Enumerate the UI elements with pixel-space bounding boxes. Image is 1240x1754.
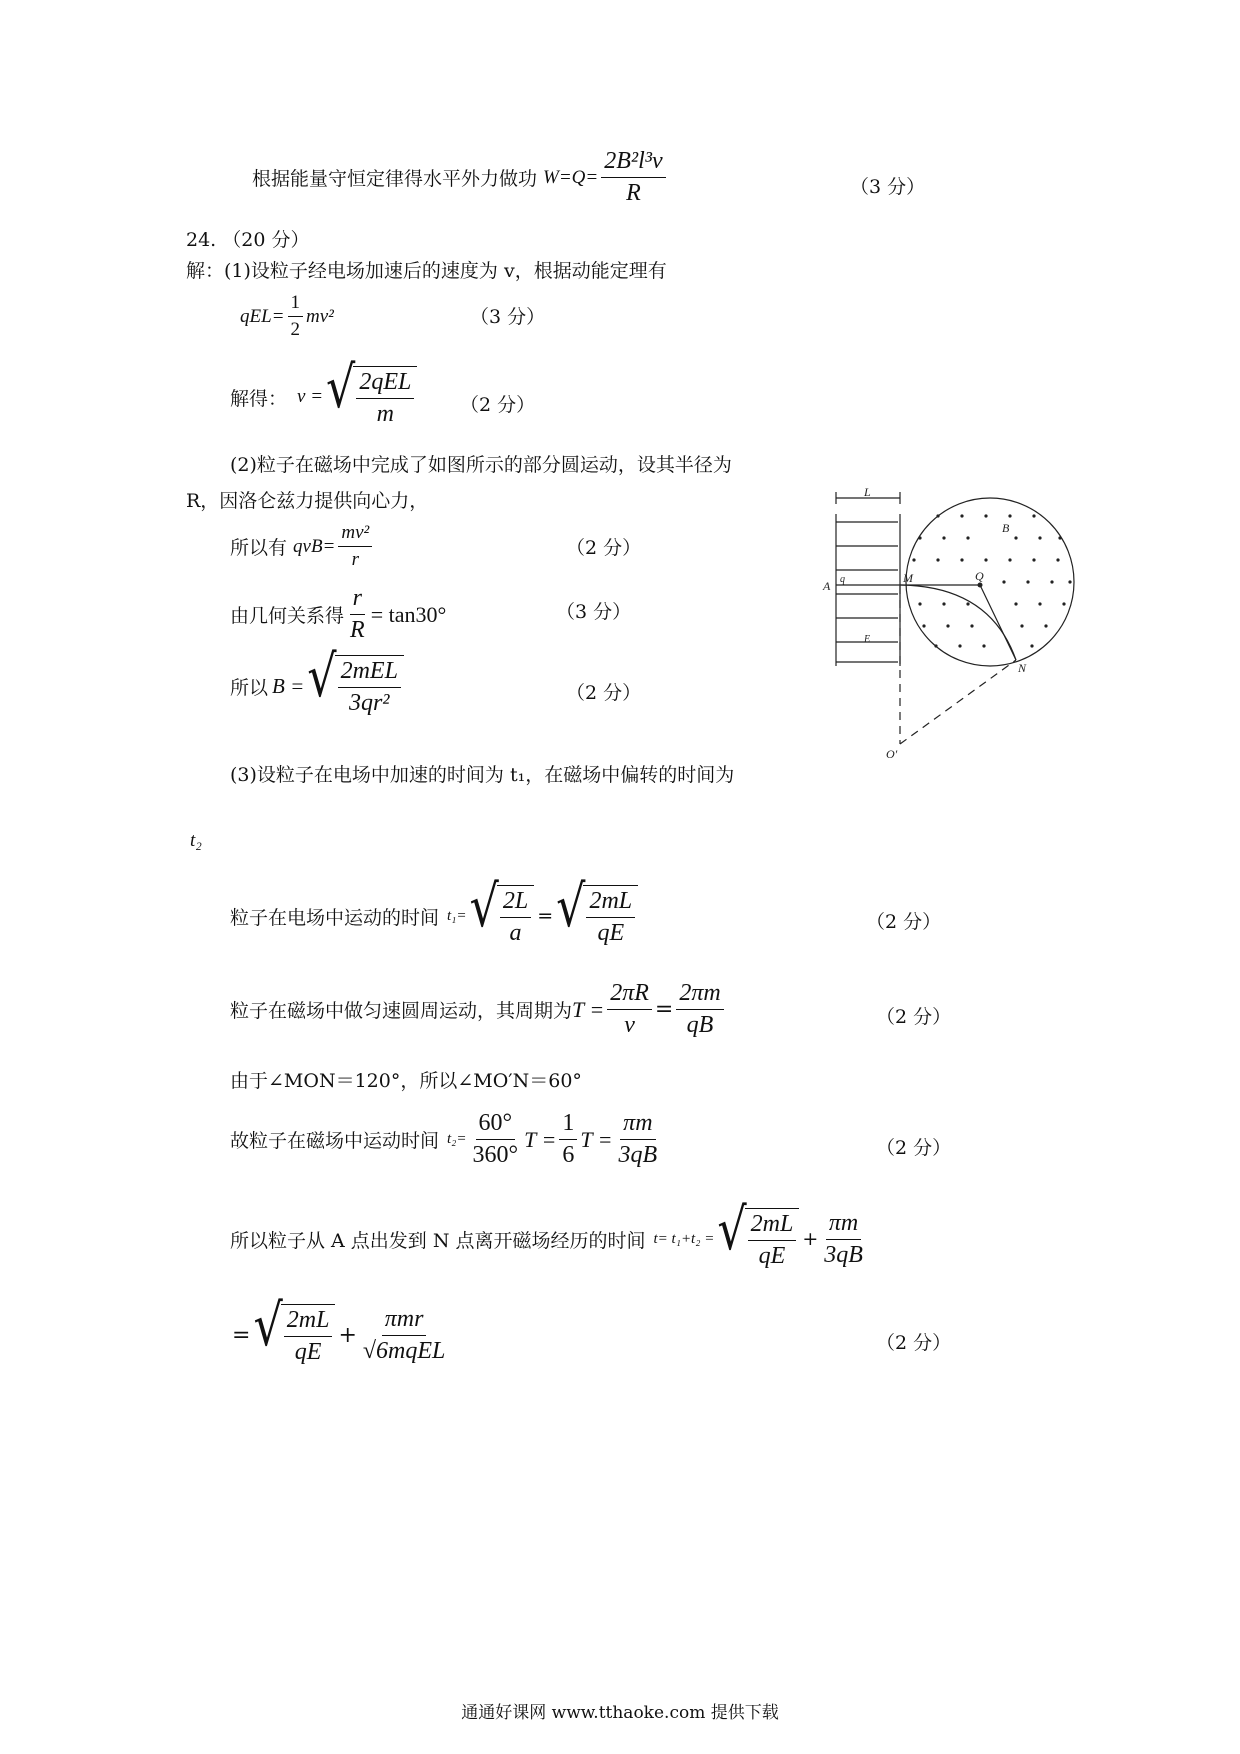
label-m: M — [903, 571, 913, 585]
energy-score: （3 分） — [850, 176, 926, 198]
radius-line-qn — [980, 585, 1016, 660]
energy-fraction — [601, 148, 665, 207]
eq9-d3: 3qB — [618, 1142, 658, 1168]
eq7-d2: qB — [686, 1012, 714, 1038]
eq1-num: 1 — [288, 292, 304, 317]
eq5-den: 3qr² — [348, 690, 390, 716]
angle-relation: 由于∠MON＝120°，所以∠MO′N＝60° — [230, 1070, 582, 1092]
label-e: E — [864, 634, 871, 645]
part3-t2: t₂ — [190, 830, 202, 851]
eq1-score: （3 分） — [470, 306, 546, 328]
total-time-simplified: = √ $\frac{2mL}{qE}$ + $\frac{\text{πmr}}{\text{√6mqEL}}$ — [232, 1304, 451, 1366]
eq9-a: T = — [524, 1126, 557, 1152]
eq2-label: 解得： — [230, 387, 288, 410]
eq2-den: m — [376, 401, 395, 427]
eq3-label: 所以有 — [230, 537, 288, 559]
part3-intro: (3)设粒子在电场中加速的时间为 t₁，在磁场中偏转的时间为 — [230, 764, 735, 786]
eq5-score: （2 分） — [566, 682, 642, 704]
eq6-n2: 2mL — [586, 888, 635, 918]
lorentz-force-equation — [230, 522, 375, 571]
label-n: N — [1018, 661, 1027, 675]
energy-equation — [252, 148, 669, 207]
question-24-heading: 24. （20 分） — [186, 229, 310, 251]
eq1-lhs: qEL= — [240, 305, 285, 327]
eq6-lhs: t₁= — [447, 907, 467, 924]
kinetic-energy-equation — [240, 292, 334, 341]
eq7-mid: = — [654, 997, 674, 1022]
eq5-lhs: B = — [272, 673, 305, 698]
eq2-score: （2 分） — [460, 394, 536, 416]
magnetic-field-equation: 所以 B = √ $\frac{\text{2mEL}}{\text{3qr²}}$ — [230, 655, 407, 717]
eq11-plus: + — [338, 1322, 357, 1348]
part2-intro-a: (2)粒子在磁场中完成了如图所示的部分圆运动，设其半径为 — [230, 454, 732, 476]
eq3-den: r — [351, 549, 360, 570]
electric-time-equation: 粒子在电场中运动的时间 t₁= √ $\frac{2L}{a}$ = √ $\frac{2mL}{qE}$ — [230, 885, 641, 947]
eq3-num: mv² — [338, 522, 372, 547]
point-q — [978, 583, 983, 588]
eq2-num: 2qEL — [356, 369, 414, 399]
eq4-den: R — [350, 617, 365, 643]
eq9-label: 故粒子在磁场中运动时间 — [230, 1130, 440, 1152]
label-b: B — [1002, 521, 1010, 535]
eq7-n2: 2πm — [676, 980, 723, 1010]
eq11-d2: √6mqEL — [362, 1337, 446, 1364]
eq10-plus: + — [802, 1228, 819, 1250]
eq7-label: 粒子在磁场中做匀速圆周运动，其周期为 — [230, 1000, 573, 1022]
label-a: A — [823, 579, 831, 593]
part1-intro: 解：(1)设粒子经电场加速后的速度为 v，根据动能定理有 — [186, 260, 667, 282]
eq11-lhs: = — [232, 1322, 251, 1348]
eq1-den: 2 — [290, 319, 300, 340]
part2-intro-b: R，因洛仑兹力提供向心力， — [186, 490, 429, 512]
eq10-d1: qE — [758, 1243, 786, 1269]
eq7-d1: v — [624, 1012, 635, 1038]
eq10-label: 所以粒子从 A 点出发到 N 点离开磁场经历的时间 — [230, 1229, 646, 1252]
magnetic-field-circle — [906, 498, 1074, 666]
energy-lhs: W=Q= — [543, 166, 599, 188]
eq10-d2: 3qB — [824, 1241, 863, 1268]
magnetic-time-equation — [230, 1110, 663, 1169]
total-time-equation: 所以粒子从 A 点出发到 N 点离开磁场经历的时间 t= t₁+t₂ = √ $\frac{2mL}{qE}$ + $\frac{\pi m}{3qB}$ — [230, 1208, 869, 1270]
label-l: L — [864, 486, 871, 499]
eq6-label: 粒子在电场中运动的时间 — [230, 906, 440, 929]
energy-num: 2B²l³v — [601, 148, 665, 178]
physics-diagram — [820, 486, 1100, 776]
eq9-n1: 60° — [476, 1110, 516, 1140]
eq11-score: （2 分） — [876, 1332, 952, 1354]
eq9-lhs: t₂= — [447, 1131, 467, 1147]
eq6-d1: a — [509, 920, 522, 946]
eq4-num: r — [350, 585, 365, 615]
eq4-score: （3 分） — [556, 601, 632, 623]
label-q-charge: q — [840, 574, 845, 585]
eq7-score: （2 分） — [876, 1006, 952, 1028]
label-o-prime: O′ — [886, 747, 898, 761]
eq9-score: （2 分） — [876, 1137, 952, 1159]
eq5-label: 所以 — [230, 676, 269, 699]
eq1-fraction — [288, 292, 304, 341]
label-q-point: Q — [975, 569, 984, 583]
eq2-sqrt: √ $\frac{\text{2qEL}}{m}$ — [326, 366, 417, 428]
eq4-label: 由几何关系得 — [230, 605, 345, 627]
eq9-d1: 360° — [472, 1142, 519, 1168]
eq4-rhs: = tan30° — [370, 601, 447, 627]
geometry-equation — [230, 585, 446, 644]
eq5-num: 2mEL — [338, 658, 401, 688]
eq10-n2: πm — [826, 1210, 861, 1240]
eq6-mid: = — [537, 905, 554, 927]
eq9-n3: πm — [620, 1110, 655, 1140]
eq6-n1: 2L — [500, 888, 531, 918]
eq7-lhs: T = — [572, 996, 605, 1022]
eq7-n1: 2πR — [607, 980, 652, 1010]
eq9-n2: 1 — [559, 1110, 577, 1140]
eq9-b: T = — [580, 1126, 613, 1152]
eq9-d2: 6 — [562, 1142, 575, 1168]
eq11-n1: 2mL — [284, 1307, 333, 1337]
period-equation — [230, 980, 727, 1039]
energy-text: 根据能量守恒定律得水平外力做功 — [252, 168, 538, 190]
eq3-lhs: qvB= — [293, 535, 336, 557]
eq1-rhs: mv² — [306, 305, 334, 327]
eq3-score: （2 分） — [566, 537, 642, 559]
eq6-score: （2 分） — [866, 911, 942, 933]
page-footer: 通通好课网 www.tthaoke.com 提供下载 — [461, 1703, 779, 1723]
energy-den: R — [626, 180, 641, 206]
eq11-d1: qE — [294, 1339, 322, 1365]
magnetic-field-dots — [912, 514, 1071, 647]
eq11-n2: πmr — [382, 1306, 427, 1336]
dashed-line-diagonal — [900, 660, 1016, 744]
eq10-n1: 2mL — [748, 1211, 797, 1241]
eq2-lhs: v = — [297, 386, 324, 407]
eq10-lhs: t= t₁+t₂ = — [653, 1230, 715, 1247]
velocity-solution — [230, 353, 420, 428]
eq6-d2: qE — [597, 920, 625, 946]
